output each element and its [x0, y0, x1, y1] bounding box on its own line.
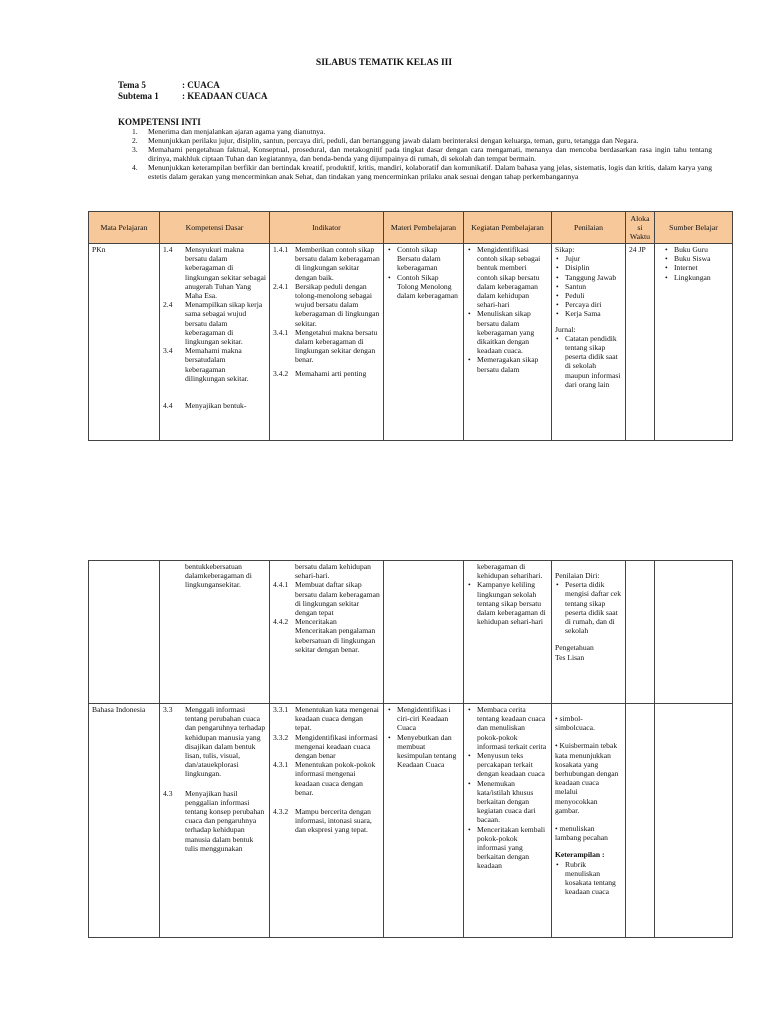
mapel-cell: Bahasa Indonesia: [89, 704, 160, 938]
alokasi-cell: [626, 704, 655, 938]
tema-label: Tema 5: [118, 80, 146, 90]
alokasi-cell: [626, 561, 655, 704]
tema-value: : CUACA: [182, 80, 220, 90]
table-row: [89, 561, 733, 704]
sumber-cell: [655, 704, 733, 938]
kegiatan-cell: • Membaca cerita tentang keadaan cuaca dan menuliskan pokok-pokok informasi terkait cerita • Menyusun teks percakapan terkait dengan keadaan cuaca • Menemukan kata/istilah khusus berkaitan dengan kegiatan cuaca dari bacaan. • Menceritakan kembali pokok-pokok informasi yang berkaitan dengan keadaan: [464, 704, 552, 938]
kd-cell: 1.4 Mensyukuri makna bersatu dalam keberagaman di lingkungan sekitar sebagai anugerah Tuhan Yang Maha Esa. 2.4 Menampilkan sikap kerja sama sebagai wujud bersatu dalam keberagaman di lingkungan sekitar. 3.4 Memahami makna bersatudalam keberagaman dilingkungan sekitar. 4.4 Menyajikan bentuk-: [160, 244, 270, 441]
kompetensi-inti-list: [118, 127, 712, 181]
header-penilaian: Penilaian: [552, 212, 626, 244]
header-kd: Kompetensi Dasar: [160, 212, 270, 244]
kompetensi-inti-title: KOMPETENSI INTI: [118, 117, 201, 127]
subtema-value: : KEADAAN CUACA: [182, 91, 268, 101]
theme-block: [118, 80, 268, 102]
header-kegiatan: Kegiatan Pembelajaran: [464, 212, 552, 244]
table-row: [89, 244, 733, 441]
ki-item: 4. Menunjukkan keterampilan berfikir dan bertindak kreatif, produktif, kritis, mandiri, kolaboratif dan komunikatif. Dalam bahasa yang jelas, sistematis, logis dan kritis, dalam karya yang estetis dalam gerakan yang mencerminkan anak Sehat, dan tindakan yang mencerminkan prilaku anak sesuai dengan tahap perkembangannya: [132, 163, 712, 181]
header-alokasi: Aloka si Waktu: [626, 212, 655, 244]
ki-item: 1. Menerima dan menjalankan ajaran agama yang dianutnya.: [132, 127, 326, 136]
subtema-label: Subtema 1: [118, 91, 159, 101]
kd-cell: 3.3 Menggali informasi tentang perubahan cuaca dan pengaruhnya terhadap kehidupan manusia yang disajikan dalam bentuk lisan, tulis, visual, dan/atauekplorasi lingkungan. 4.3 Menyajikan hasil penggalian informasi tentang konsep perubahan cuaca dan pengaruhnya terhadap kehidupan manusia dalam bentuk tulis menggunakan: [160, 704, 270, 938]
kd-cell: bentukkebersatuan dalamkeberagaman di lingkungansekitar.: [160, 561, 270, 704]
materi-cell: • Contoh sikap Bersatu dalam keberagaman • Contoh Sikap Tolong Menolong dalam keberagaman: [384, 244, 464, 441]
header-mapel: Mata Pelajaran: [89, 212, 160, 244]
header-row: [89, 212, 733, 244]
page-title: SILABUS TEMATIK KELAS III: [315, 58, 453, 68]
ki-item: 3. Memahami pengetahuan faktual, Konseptual, prosedural, dan metakognitif pada tingkat dasar dengan cara mengamati, menanya dan mencoba berdasarkan rasa ingin tahu tentang dirinya, makhluk ciptaan Tuhan dan kegiatannya, dan benda-benda yang dijumpainya di rumah, di sekolah dan tempat bermain.: [132, 145, 712, 163]
kegiatan-cell: keberagaman di kehidupan seharihari. • Kampanye keliling lingkungan sekolah tentang sikap bersatu dalam keberagaman di kehidupan sehari-hari: [464, 561, 552, 704]
kegiatan-cell: • Mengidentifikasi contoh sikap sebagai bentuk memberi contoh sikap bersatu dalam keberagaman dalam kehidupan sehari-hari • Menuliskan sikap bersatu dalam keberagaman yang dikaitkan dengan keadaan cuaca. • Memeragakan sikap bersatu dalam: [464, 244, 552, 441]
alokasi-cell: 24 JP: [626, 244, 655, 441]
penilaian-cell: • simbol-simbolcuaca. • Kuisbermain tebak kata menunjukkan kosakata yang berhubungan dengan keadaan cuaca melalui menyocokkan gambar. • menuliskan lambang pecahan Keterampilan : • Rubrik menuliskan kosakata tentang keadaan cuaca: [552, 704, 626, 938]
indikator-cell: 1.4.1 Memberikan contoh sikap bersatu dalam keberagaman di lingkungan sekitar dengan baik. 2.4.1 Bersikap peduli dengan tolong-menolong sebagai wujud bersatu dalam keberagaman di lingkungan sekitar. 3.4.1 Mengetahui makna bersatu dalam keberagaman di lingkungan sekitar dengan benar. 3.4.2 Memahami arti penting: [270, 244, 384, 441]
mapel-cell: PKn: [89, 244, 160, 441]
materi-cell: • Mengidentifikas i ciri-ciri Keadaan Cuaca • Menyebutkan dan membuat kesimpulan tentang Keadaan Cuaca: [384, 704, 464, 938]
materi-cell: [384, 561, 464, 704]
header-indikator: Indikator: [270, 212, 384, 244]
syllabus-table-2: [88, 560, 733, 938]
mapel-cell: [89, 561, 160, 704]
ki-item: 2. Menunjukkan perilaku jujur, disiplin, santun, percaya diri, peduli, dan bertanggung jawab dalam berinteraksi dengan keluarga, teman, guru, tetangga dan Negara.: [132, 136, 639, 145]
subtema-row: [118, 91, 268, 102]
header-materi: Materi Pembelajaran: [384, 212, 464, 244]
header-sumber: Sumber Belajar: [655, 212, 733, 244]
sumber-cell: • Buku Guru • Buku Siswa • Internet • Lingkungan: [655, 244, 733, 441]
indikator-cell: 3.3.1 Menentukan kata mengenai keadaan cuaca dengan tepat. 3.3.2 Mengidentifikasi informasi mengenai keadaan cuaca dengan benar 4.3.1 Menentukan pokok-pokok informasi mengenai keadaan cuaca dengan benar. 4.3.2 Mampu bercerita dengan informasi, intonasi suara, dan ekspresi yang tepat.: [270, 704, 384, 938]
sumber-cell: [655, 561, 733, 704]
table-row: [89, 704, 733, 938]
syllabus-table-1: [88, 211, 733, 441]
penilaian-cell: Sikap: • Jujur • Disiplin • Tanggung Jawab • Santun • Peduli • Percaya diri • Kerja Sama Jurnal: • Catatan pendidik tentang sikap peserta didik saat di sekolah maupun informasi dari orang lain: [552, 244, 626, 441]
penilaian-cell: Penilaian Diri: • Peserta didik mengisi daftar cek tentang sikap peserta didik saat di rumah, dan di sekolah Pengetahuan Tes Lisan: [552, 561, 626, 704]
indikator-cell: bersatu dalam kehidupan sehari-hari. 4.4.1 Membuat daftar sikap bersatu dalam keberagaman di lingkungan sekitar dengan tepat 4.4.2 Menceritakan Menceritakan pengalaman kebersatuan di lingkungan sekitar dengan benar.: [270, 561, 384, 704]
tema-row: [118, 80, 268, 91]
